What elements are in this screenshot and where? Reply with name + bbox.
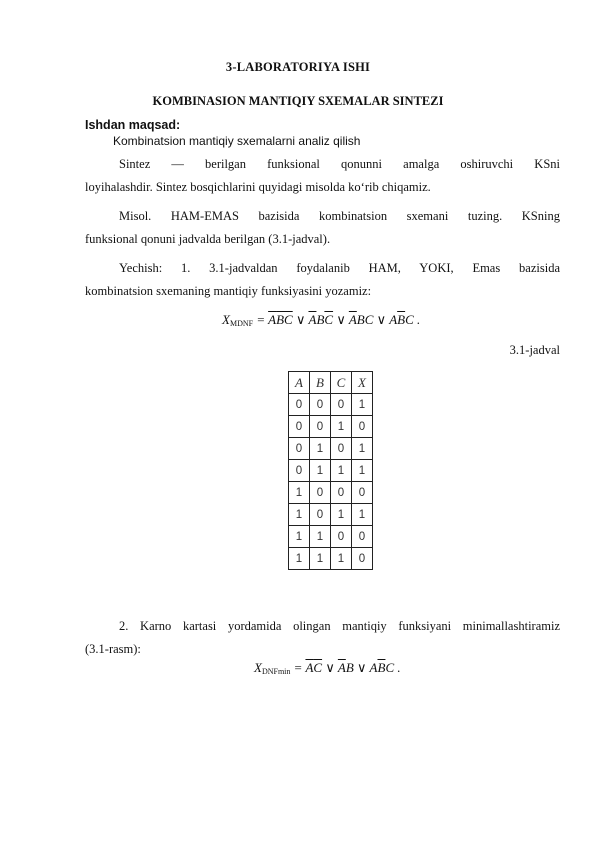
table-cell: 1 bbox=[352, 438, 373, 460]
goal-label: Ishdan maqsad: bbox=[85, 118, 181, 132]
table-cell: 1 bbox=[331, 460, 352, 482]
table-cell: 1 bbox=[289, 526, 310, 548]
table-cell: 0 bbox=[289, 394, 310, 416]
truth-table-header bbox=[289, 372, 373, 394]
term2-c-neg: $\overline{C}$ bbox=[324, 312, 334, 327]
table-row bbox=[289, 482, 373, 504]
table-cell: 1 bbox=[331, 416, 352, 438]
truth-table bbox=[288, 371, 373, 570]
table-row bbox=[289, 526, 373, 548]
term2-b: B bbox=[345, 660, 354, 675]
formula-end: . bbox=[413, 312, 421, 327]
term1-bc-neg: $\overline{BC}$ bbox=[276, 312, 293, 327]
table-cell: 0 bbox=[352, 416, 373, 438]
term3-c: C bbox=[385, 660, 395, 675]
term4-b-neg: $\overline{B}$ bbox=[397, 312, 406, 327]
term3-a-neg: $\overline{A}$ bbox=[348, 312, 357, 327]
table-cell: 1 bbox=[352, 460, 373, 482]
term1-a-neg: $\overline{A}$ bbox=[268, 312, 277, 327]
table-cell: 1 bbox=[310, 438, 331, 460]
formula-lhs: X bbox=[254, 660, 262, 675]
term3-a: A bbox=[369, 660, 378, 675]
table-cell: 0 bbox=[331, 482, 352, 504]
karnaugh-line-1: 2. Karno kartasi yordamida olingan mantiqiy funksiyani minimallashtiramiz bbox=[119, 619, 560, 633]
table-cell: 0 bbox=[352, 482, 373, 504]
term2-b: B bbox=[316, 312, 325, 327]
or-symbol: ∨ bbox=[325, 660, 338, 675]
karnaugh-paragraph bbox=[85, 615, 560, 661]
synthesis-line-2: loyihalashdir. Sintez bosqichlarini quyidagi misolda ko‘rib chiqamiz. bbox=[85, 180, 431, 194]
solution-line-1: Yechish: 1. 3.1-jadvaldan foydalanib HAM, YOKI, Emas bazisida bbox=[119, 261, 560, 275]
or-symbol: ∨ bbox=[295, 312, 309, 327]
table-cell: 0 bbox=[289, 416, 310, 438]
table-cell: 0 bbox=[331, 438, 352, 460]
table-row bbox=[289, 548, 373, 570]
table-cell: 0 bbox=[331, 394, 352, 416]
term3-b-neg: $\overline{B}$ bbox=[377, 660, 386, 675]
table-cell: 1 bbox=[352, 504, 373, 526]
formula-lhs: X bbox=[222, 312, 230, 327]
example-paragraph bbox=[85, 205, 560, 251]
header-c: C bbox=[331, 372, 352, 394]
table-cell: 1 bbox=[289, 548, 310, 570]
header-x: X bbox=[352, 372, 373, 394]
table-cell: 1 bbox=[331, 504, 352, 526]
solution-paragraph bbox=[85, 257, 560, 303]
table-row bbox=[289, 504, 373, 526]
table-cell: 1 bbox=[289, 504, 310, 526]
table-row bbox=[289, 438, 373, 460]
dnfmin-formula bbox=[254, 660, 401, 676]
example-line-1: Misol. HAM-EMAS bazisida kombinatsion sxemani tuzing. KSning bbox=[119, 209, 560, 223]
formula-lhs-sub: MDNF bbox=[229, 319, 254, 328]
table-cell: 1 bbox=[310, 526, 331, 548]
formula-lhs-sub: DNFmin bbox=[261, 667, 291, 676]
table-cell: 1 bbox=[310, 548, 331, 570]
table-row bbox=[289, 394, 373, 416]
term4-c: C bbox=[405, 312, 414, 327]
table-cell: 0 bbox=[310, 504, 331, 526]
table-cell: 0 bbox=[310, 416, 331, 438]
formula-eq: = bbox=[253, 312, 269, 327]
term3-bc: BC bbox=[356, 312, 374, 327]
header-b: B bbox=[310, 372, 331, 394]
table-cell: 0 bbox=[289, 438, 310, 460]
table-cell: 1 bbox=[331, 548, 352, 570]
or-symbol: ∨ bbox=[336, 312, 349, 327]
lab-subtitle: KOMBINASION MANTIQIY SXEMALAR SINTEZI bbox=[152, 94, 444, 108]
table-cell: 1 bbox=[289, 482, 310, 504]
term2-a-neg: $\overline{A}$ bbox=[308, 312, 317, 327]
table-cell: 0 bbox=[331, 526, 352, 548]
formula-end: . bbox=[394, 660, 401, 675]
table-cell: 1 bbox=[352, 394, 373, 416]
table-row bbox=[289, 460, 373, 482]
term4-a: A bbox=[389, 312, 398, 327]
goal-text: Kombinatsion mantiqiy sxemalarni analiz qilish bbox=[113, 134, 361, 148]
term1-a-neg: $\overline{A}$ bbox=[305, 660, 314, 675]
or-symbol: ∨ bbox=[376, 312, 390, 327]
mdnf-formula bbox=[222, 312, 420, 328]
lab-title: 3-LABORATORIYA ISHI bbox=[225, 60, 371, 74]
synthesis-line-1: Sintez — berilgan funksional qonunni amalga oshiruvchi KSni bbox=[119, 157, 560, 171]
table-cell: 1 bbox=[310, 460, 331, 482]
term2-a-neg: $\overline{A}$ bbox=[337, 660, 346, 675]
table-cell: 0 bbox=[289, 460, 310, 482]
table-row bbox=[289, 416, 373, 438]
solution-line-2: kombinatsion sxemaning mantiqiy funksiyasini yozamiz: bbox=[85, 284, 372, 298]
synthesis-paragraph bbox=[85, 153, 560, 199]
header-a: A bbox=[289, 372, 310, 394]
table-cell: 0 bbox=[352, 548, 373, 570]
table-cell: 0 bbox=[352, 526, 373, 548]
example-line-2: funksional qonuni jadvalda berilgan (3.1-jadval). bbox=[85, 232, 331, 246]
table-cell: 0 bbox=[310, 482, 331, 504]
formula-eq: = bbox=[290, 660, 306, 675]
table-cell: 0 bbox=[310, 394, 331, 416]
term1-c-neg: $\overline{C}$ bbox=[313, 660, 323, 675]
or-symbol: ∨ bbox=[357, 660, 370, 675]
table-caption: 3.1-jadval bbox=[509, 343, 560, 357]
karnaugh-line-2: (3.1-rasm): bbox=[85, 642, 141, 656]
